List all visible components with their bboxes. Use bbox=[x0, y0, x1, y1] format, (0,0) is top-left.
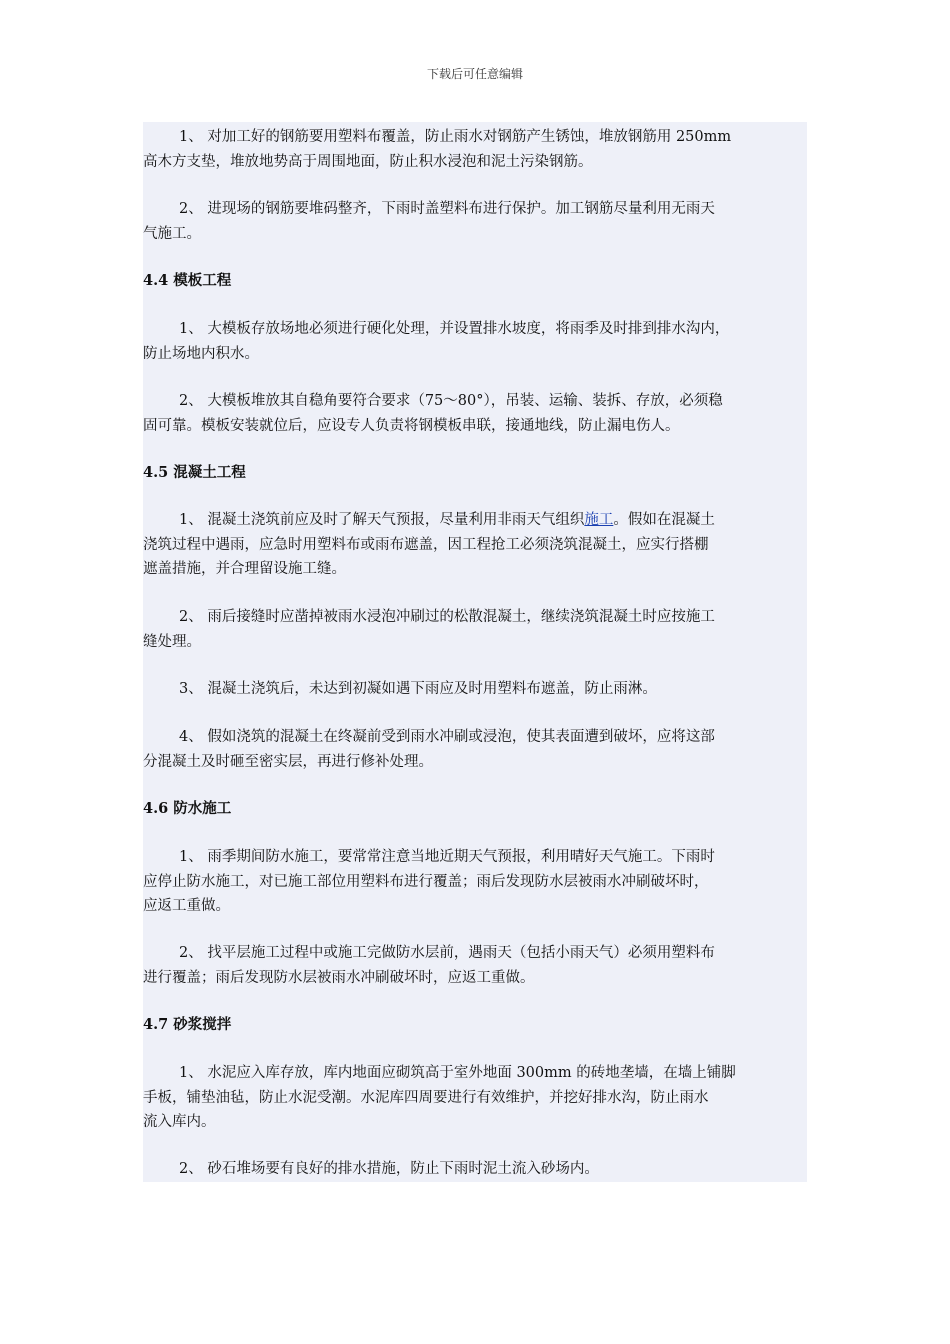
paragraph-line: 2、 进现场的钢筋要堆码整齐，下雨时盖塑料布进行保护。加工钢筋尽量利用无雨天 bbox=[179, 201, 715, 217]
paragraph-line: 2、 大模板堆放其自稳角要符合要求（75～80°），吊装、运输、装拆、存放，必须稳 bbox=[179, 393, 723, 409]
construction-link[interactable]: 施工 bbox=[584, 512, 614, 528]
document-body bbox=[143, 122, 807, 1182]
paragraph-line: 高木方支垫，堆放地势高于周围地面，防止积水浸泡和泥土污染钢筋。 bbox=[143, 153, 593, 170]
steel-paragraph-1 bbox=[143, 125, 807, 174]
paragraph-line: 浇筑过程中遇雨，应急时用塑料布或雨布遮盖，因工程抢工必须浇筑混凝土，应实行搭棚 bbox=[143, 536, 709, 553]
paragraph-line: 分混凝土及时砸至密实层，再进行修补处理。 bbox=[143, 753, 433, 770]
page-header: 下载后可任意编辑 bbox=[426, 67, 523, 81]
paragraph-text: 1、 混凝土浇筑前应及时了解天气预报，尽量利用非雨天气组织 bbox=[179, 512, 585, 528]
paragraph-line: 1、 大模板存放场地必须进行硬化处理，并设置排水坡度，将雨季及时排到排水沟内， bbox=[179, 321, 730, 337]
paragraph-line: 1、 雨季期间防水施工，要常常注意当地近期天气预报，利用晴好天气施工。下雨时 bbox=[179, 849, 715, 865]
mortar-paragraph-2 bbox=[143, 1157, 807, 1182]
concrete-paragraph-1 bbox=[143, 508, 807, 582]
paragraph-line: 防止场地内积水。 bbox=[143, 345, 259, 362]
paragraph-line: 2、 砂石堆场要有良好的排水措施，防止下雨时泥土流入砂场内。 bbox=[179, 1161, 599, 1177]
section-heading-waterproof: 4.6 防水施工 bbox=[143, 800, 232, 817]
paragraph-line: 手板，铺垫油毡，防止水泥受潮。水泥库四周要进行有效维护，并挖好排水沟，防止雨水 bbox=[143, 1089, 709, 1106]
paragraph-line: 气施工。 bbox=[143, 225, 201, 242]
concrete-paragraph-2 bbox=[143, 605, 807, 654]
section-heading-formwork: 4.4 模板工程 bbox=[143, 272, 232, 289]
waterproof-paragraph-2 bbox=[143, 941, 807, 990]
concrete-paragraph-4 bbox=[143, 725, 807, 774]
steel-paragraph-2 bbox=[143, 197, 807, 246]
formwork-paragraph-1 bbox=[143, 317, 807, 366]
paragraph-line: 应返工重做。 bbox=[143, 898, 230, 914]
formwork-paragraph-2 bbox=[143, 389, 807, 438]
waterproof-paragraph-1 bbox=[143, 845, 807, 919]
paragraph-line: 2、 找平层施工过程中或施工完做防水层前，遇雨天（包括小雨天气）必须用塑料布 bbox=[179, 945, 715, 961]
paragraph-line: 4、 假如浇筑的混凝土在终凝前受到雨水冲刷或浸泡，使其表面遭到破坏，应将这部 bbox=[179, 729, 715, 745]
section-heading-concrete: 4.5 混凝土工程 bbox=[143, 464, 246, 481]
paragraph-line bbox=[143, 508, 807, 533]
paragraph-line: 1、 对加工好的钢筋要用塑料布覆盖，防止雨水对钢筋产生锈蚀，堆放钢筋用 250mm bbox=[179, 129, 732, 145]
mortar-paragraph-1 bbox=[143, 1061, 807, 1135]
paragraph-line: 3、 混凝土浇筑后，未达到初凝如遇下雨应及时用塑料布遮盖，防止雨淋。 bbox=[179, 681, 657, 697]
paragraph-line: 2、 雨后接缝时应凿掉被雨水浸泡冲刷过的松散混凝土，继续浇筑混凝土时应按施工 bbox=[179, 609, 715, 625]
paragraph-text: 。假如在混凝土 bbox=[613, 512, 715, 528]
paragraph-line: 应停止防水施工，对已施工部位用塑料布进行覆盖；雨后发现防水层被雨水冲刷破坏时， bbox=[143, 873, 709, 890]
paragraph-line: 进行覆盖；雨后发现防水层被雨水冲刷破坏时，应返工重做。 bbox=[143, 969, 535, 986]
paragraph-line: 缝处理。 bbox=[143, 633, 201, 650]
paragraph-line: 流入库内。 bbox=[143, 1114, 216, 1130]
section-heading-mortar: 4.7 砂浆搅拌 bbox=[143, 1016, 232, 1033]
paragraph-line: 1、 水泥应入库存放，库内地面应砌筑高于室外地面 300mm 的砖地垄墙，在墙上铺脚 bbox=[179, 1065, 736, 1081]
paragraph-line: 固可靠。模板安装就位后，应设专人负责将钢模板串联，接通地线，防止漏电伤人。 bbox=[143, 417, 680, 434]
paragraph-line: 遮盖措施，并合理留设施工缝。 bbox=[143, 561, 346, 577]
concrete-paragraph-3 bbox=[143, 677, 807, 702]
